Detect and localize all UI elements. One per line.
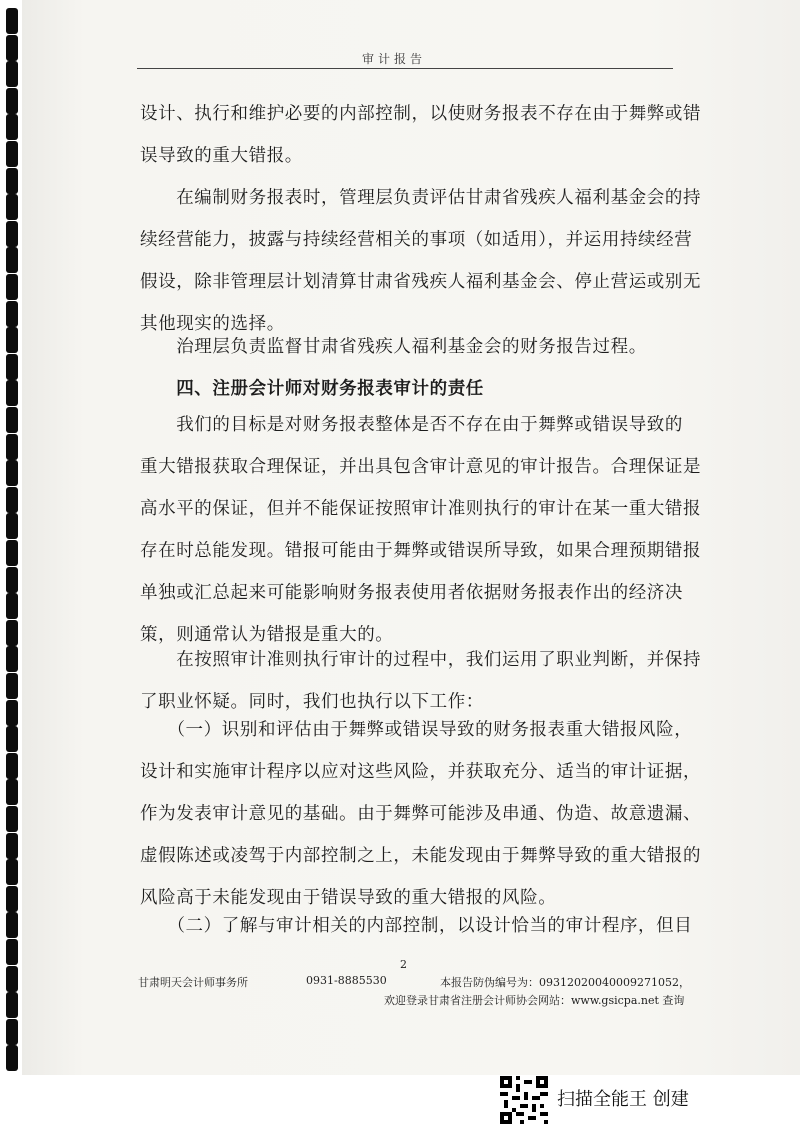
binder-hole (6, 886, 18, 912)
binder-hole (6, 327, 18, 353)
body-text-line: （二）了解与审计相关的内部控制，以设计恰当的审计程序，但目 (140, 916, 693, 936)
footer-anti-counterfeit-number: 本报告防伪编号为：093120200400092710​52， (440, 976, 690, 989)
binder-hole (6, 460, 18, 486)
binder-hole (6, 221, 18, 247)
binder-hole (6, 540, 18, 566)
footer-verification-note: 欢迎登录甘肃省注册会计师协会网站：www.gsicpa.net 查询 (384, 994, 685, 1007)
header-divider (137, 68, 673, 69)
binder-hole (6, 620, 18, 646)
binder-hole (6, 833, 18, 859)
body-text-line: （一）识别和评估由于舞弊或错误导致的财务报表重大错报风险， (140, 720, 693, 740)
page-number: 2 (400, 958, 407, 971)
binder-hole (6, 753, 18, 779)
binder-hole (6, 35, 18, 61)
body-text-line: 作为发表审计意见的基础。由于舞弊可能涉及串通、伪造、故意遗漏、 (140, 804, 702, 824)
binder-hole (6, 966, 18, 992)
body-text-line: 了职业怀疑。同时，我们也执行以下工作： (140, 692, 484, 712)
binder-hole (6, 646, 18, 672)
body-text-line: 设计、执行和维护必要的内部控制，以使财务报表不存在由于舞弊或错 (140, 104, 702, 124)
page-header-title: 审计报告 (362, 52, 427, 66)
body-text-line: 误导致的重大错报。 (140, 146, 303, 166)
binder-hole (6, 8, 18, 34)
binder-hole (6, 1045, 18, 1071)
footer-firm-name: 甘肃明天会计师事务所 (138, 976, 248, 989)
binder-hole (6, 380, 18, 406)
body-text-line: 设计和实施审计程序以应对这些风险，并获取充分、适当的审计证据， (140, 762, 702, 782)
body-text-line: 策，则通常认为错报是重大的。 (140, 625, 394, 645)
body-text-line: 存在时总能发现。错报可能由于舞弊或错误所导致，如果合理预期错报 (140, 541, 702, 561)
binder-hole (6, 88, 18, 114)
binder-hole (6, 301, 18, 327)
body-text-line: 续经营能力，披露与持续经营相关的事项（如适用），并运用持续经营 (140, 230, 693, 250)
body-text-line: 治理层负责监督甘肃省残疾人福利基金会的财务报告过程。 (140, 337, 647, 357)
binder-hole (6, 61, 18, 87)
footer-phone: 0931-8885530 (306, 974, 387, 987)
binder-hole (6, 407, 18, 433)
body-text-line: 在按照审计准则执行审计的过程中，我们运用了职业判断，并保持 (140, 650, 702, 670)
section-heading: 四、注册会计师对财务报表审计的责任 (140, 379, 484, 399)
body-text-line: 其他现实的选择。 (140, 314, 285, 334)
binder-hole (6, 567, 18, 593)
binder-hole (6, 700, 18, 726)
binder-hole (6, 992, 18, 1018)
body-text-line: 单独或汇总起来可能影响财务报表使用者依据财务报表作出的经济决 (140, 583, 683, 603)
binder-hole (6, 354, 18, 380)
body-text-line: 在编制财务报表时，管理层负责评估甘肃省残疾人福利基金会的持 (140, 188, 702, 208)
binder-hole (6, 168, 18, 194)
body-text-line: 虚假陈述或凌驾于内部控制之上，未能发现由于舞弊导致的重大错报的 (140, 846, 702, 866)
body-text-line: 重大错报获取合理保证，并出具包含审计意见的审计报告。合理保证是 (140, 457, 702, 477)
binder-hole (6, 673, 18, 699)
binder-hole (6, 274, 18, 300)
binder-hole (6, 939, 18, 965)
binder-hole (6, 141, 18, 167)
binder-hole (6, 806, 18, 832)
body-text-line: 我们的目标是对财务报表整体是否不存在由于舞弊或错误导致的 (140, 415, 683, 435)
binder-hole (6, 434, 18, 460)
binder-hole (6, 726, 18, 752)
binder-hole (6, 487, 18, 513)
binder-hole (6, 593, 18, 619)
binder-hole (6, 513, 18, 539)
binder-hole (6, 247, 18, 273)
binder-hole (6, 859, 18, 885)
binder-hole (6, 194, 18, 220)
scanner-watermark-label: 扫描全能王 创建 (557, 1089, 689, 1110)
body-text-line: 风险高于未能发现由于错误导致的重大错报的风险。 (140, 888, 557, 908)
body-text-line: 假设，除非管理层计划清算甘肃省残疾人福利基金会、停止营运或别无 (140, 272, 702, 292)
binder-hole (6, 912, 18, 938)
binder-hole (6, 114, 18, 140)
binder-holes (0, 0, 40, 1075)
body-text-line: 高水平的保证，但并不能保证按照审计准则执行的审计在某一重大错报 (140, 499, 702, 519)
binder-hole (6, 779, 18, 805)
binder-hole (6, 1019, 18, 1045)
qr-code-icon (500, 1076, 548, 1124)
